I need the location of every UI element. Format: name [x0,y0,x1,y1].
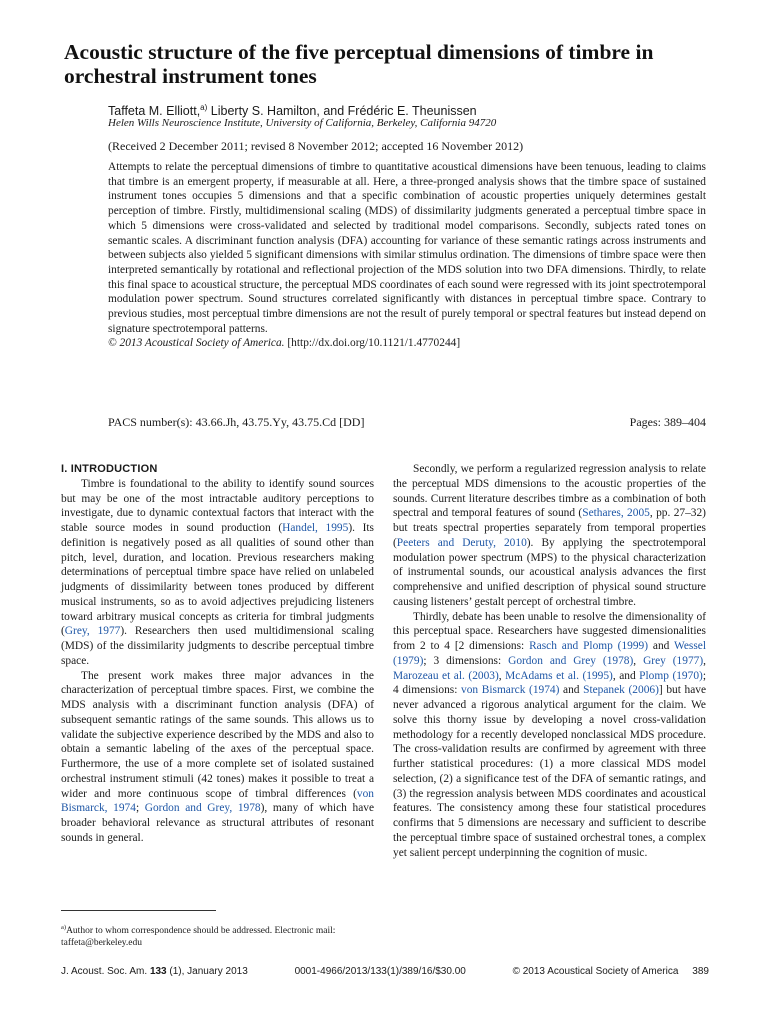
citation-rasch-plomp-1999[interactable]: Rasch and Plomp (1999) [529,640,649,652]
text-run: ; 4 dimensions: [393,669,706,697]
text-run: Timbre is foundational to the ability to identify sound sources but may be one of the most intractable auditory perceptions to investigate, due to dynamic contextual factors that interact with the stable source modes in sound production ( [61,477,374,534]
text-run: , [498,669,506,682]
footnote [61,922,374,949]
citation-grey-1977[interactable]: Grey, 1977 [64,625,121,638]
section-heading-introduction: I. INTRODUCTION [61,463,158,475]
affiliation: Helen Wills Neuroscience Institute, University of California, Berkeley, California 94720 [108,117,497,129]
text-run: ). Its definition is negatively posed as all qualities of sound other than pitch, level, duration, and location. Previous researchers making determinations of perceptual timbre space have relied on unlabeled judgments of dissimilarity between tones produced by different musical instruments, so as to avoid adjectives prejudicing listeners toward arbitrary musical concepts as criteria for timbral judgments ( [61,522,374,638]
right-column [393,462,706,860]
text-run: The present work makes three major advances in the characterization of perceptual timbre spaces. First, we combine the MDS analysis with a discriminant function analysis (DFA) of subsequent semantic ratings of the same sounds. This allows us to validate the subjective experience described by the MDS and also to obtain a semantic labeling of the axes of the perceptual space. Furthermore, the use of a more complete set of isolated sustained orchestral instrument stimuli (42 tones) makes it possible to treat a wider and more continuous scope of timbral differences ( [61,669,374,800]
citation-gordon-grey-1978[interactable]: Gordon and Grey (1978) [508,654,634,667]
journal-volume: 133 [149,966,167,977]
abstract-copyright [108,336,706,351]
citation-wessel-1979[interactable]: Wessel (1979) [393,640,706,667]
left-column [61,462,374,846]
copyright-notice: © 2013 Acoustical Society of America. [108,337,285,350]
citation-sethares-2005[interactable]: Sethares, 2005 [582,507,650,520]
society-copyright: © 2013 Acoustical Society of America [512,966,679,977]
citation-gordon-grey-1978[interactable]: Gordon and Grey, 1978 [144,802,261,815]
abstract-text: Attempts to relate the perceptual dimensions of timbre to quantitative acoustical dimensions have been tenuous, leading to claims that timbre is an emergent property, if measurable at all. Here, a three-pronged analysis shows that the timbre space of sustained instrument tones occupies 5 dimensions and that a specific combination of acoustic properties uniquely determines gestalt perception of timbre. Firstly, multidimensional scaling (MDS) of dissimilarity judgments generated a perceptual timbre space in which 5 dimensions were cross-validated and selected by traditional model comparisons. Secondly, subjects rated tones on semantic scales. A discriminant function analysis (DFA) accounting for variance of these semantic ratings across instruments and between subjects also yielded 5 significant dimensions with similar stimulus ordination. The dimensions of timbre space were then interpreted semantically by rotational and reflectional projection of the MDS solution into two DFA dimensions. Thirdly, to relate this final space to acoustical structure, the perceptual MDS coordinates of each sound were regressed with its joint spectrotemporal modulation power spectrum. Sound structures correlated significantly with distances in perceptual timbre space. Contrary to previous studies, most perceptual timbre dimensions are not the result of purely temporal or spectral features but instead depend on signature spectrotemporal patterns. [108,161,706,335]
paper-title: Acoustic structure of the five perceptual dimensions of timbre in orchestral instrument tones [64,40,654,88]
citation-grey-1977[interactable]: Grey (1977) [643,654,704,667]
citation-von-bismarck-1974[interactable]: von Bismarck (1974) [461,684,560,697]
footnote-mark: a) [61,924,67,931]
text-run: (1), January 2013 [166,966,248,977]
text-run: Thirdly, debate has been unable to resolve the dimensionality of this perceptual space. Researchers have suggested dimensionalities from 2 to 4 [2 dimensions: [393,610,706,652]
text-run: and [559,684,584,697]
other-authors: Liberty S. Hamilton, and Frédéric E. Theunissen [207,104,477,119]
citation-plomp-1970[interactable]: Plomp (1970) [639,669,703,682]
intro-paragraph-2 [61,669,374,846]
text-run: ), many of which have broader behavioral relevance as structural attributes of resonant sounds in general. [61,802,374,844]
author-footnote-mark: a) [200,103,208,112]
citation-stepanek-2006[interactable]: Stepanek (2006) [583,684,659,697]
intro-paragraph-1 [61,477,374,669]
footer-right [513,966,709,978]
pacs-numbers: PACS number(s): 43.66.Jh, 43.75.Yy, 43.75.Cd [DD] [108,415,365,429]
text-run: , [703,654,706,667]
intro-paragraph-4 [393,610,706,861]
page-number: 389 [692,966,709,977]
text-run: ; [135,802,145,815]
text-run: and [648,640,675,652]
received-dates: (Received 2 December 2011; revised 8 November 2012; accepted 16 November 2012) [108,139,524,153]
citation-mcadams-1995[interactable]: McAdams et al. (1995) [505,669,613,682]
citation-handel-1995[interactable]: Handel, 1995 [282,522,349,534]
pacs-row [108,415,706,430]
text-run: , [633,654,644,667]
citation-peeters-deruty-2010[interactable]: Peeters and Deruty, 2010 [396,536,527,549]
article-code: 0001-4966/2013/133(1)/389/16/$30.00 [294,966,466,977]
text-run: ). By applying the spectrotemporal modulation power spectrum (MPS) to the physical characterization of instrumental sounds, our acoustical analysis advances the first comprehensive and unified description of physical sound structure causing listeners’ gestalt percept of orchestral timbre. [393,536,706,608]
text-run: ). Researchers then used multidimensional scaling (MDS) of the dissimilarity judgments to describe perceptual timbre space. [61,625,374,667]
text-run: ; 3 dimensions: [423,654,509,667]
doi-link[interactable]: [http://dx.doi.org/10.1121/1.4770244] [284,337,461,350]
intro-paragraph-3 [393,462,706,610]
abstract [108,160,706,351]
footnote-divider [61,910,216,911]
text-run: Secondly, we perform a regularized regression analysis to relate the perceptual MDS dimensions to the acoustic properties of the sounds. Current literature describes timbre as a combination of both spectral and temporal features of sound ( [393,463,706,520]
citation-von-bismarck-1974[interactable]: von Bismarck, 1974 [61,787,374,815]
text-run: , and [612,669,640,682]
footnote-text: Author to whom correspondence should be addressed. Electronic mail: taffeta@berkeley.edu [61,926,336,949]
citation-marozeau-2003[interactable]: Marozeau et al. (2003) [393,669,499,682]
text-run: J. Acoust. Soc. Am. [61,966,150,977]
text-run: , pp. 27–32) but treats spectral properties separately from temporal properties ( [393,507,706,549]
page-footer [61,966,709,978]
text-run: ] but have never advanced a rigorous analytical argument for the claim. We solve this thorny issue by developing a novel cross-validation methodology for a recently developed nonclassical MDS procedure. The cross-validation results are confirmed by agreement with three further statistical procedures: (1) a more classical MDS model selection, (2) a significance test of the DFA of semantic ratings, and (3) the regression analysis between MDS coordinates and acoustical features. The consistency among these four statistical procedures confirms that 5 dimensions are necessary and sufficient to describe the perceptual timbre space of sustained orchestral tones, a complex yet salient percept underpinning the cognition of music. [393,684,707,859]
journal-citation [61,966,248,978]
page-range: Pages: 389–404 [629,415,706,429]
first-author: Taffeta M. Elliott, [108,104,201,119]
